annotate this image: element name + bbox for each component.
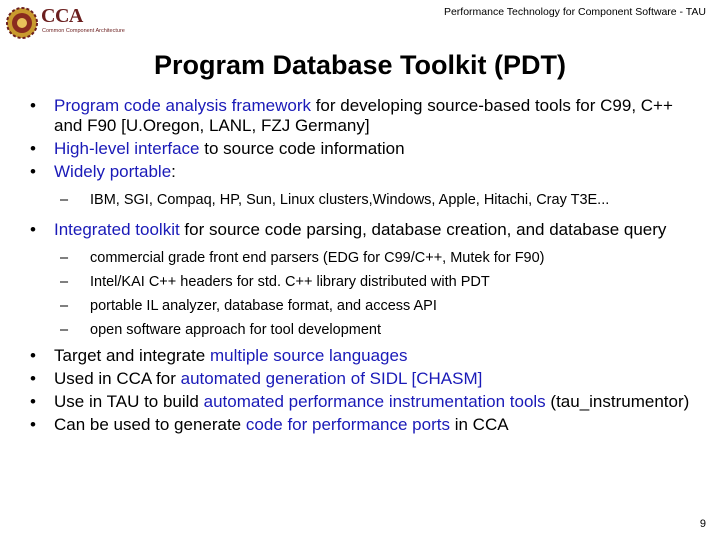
logo-subtitle: Common Component Architecture	[42, 28, 125, 34]
bullet-text-pre: Used in CCA for	[54, 369, 181, 388]
bullet-highlight: code for performance ports	[245, 415, 450, 434]
bullet-marker: •	[30, 415, 36, 434]
bullet-item	[30, 220, 700, 240]
bullet-highlight: Program code analysis framework	[54, 96, 311, 115]
bullet-item	[30, 415, 700, 435]
bullet-text-pre: Can be used to generate	[54, 415, 246, 434]
bullet-item	[30, 346, 700, 366]
dash-marker: –	[60, 322, 69, 338]
bullet-marker: •	[30, 346, 36, 365]
bullet-item	[30, 392, 700, 412]
bullet-marker: •	[30, 369, 36, 388]
slide-title: Program Database Toolkit (PDT)	[153, 50, 567, 80]
dash-marker: –	[60, 274, 69, 290]
sub-bullet-item	[30, 274, 700, 291]
bullet-highlight: automated performance instrumentation tools	[203, 392, 546, 411]
sub-bullet-text: Intel/KAI C++ headers for std. C++ library distributed with PDT	[90, 274, 490, 290]
sub-bullet-item	[30, 250, 700, 267]
bullet-item	[30, 162, 700, 182]
gear-logo-icon	[5, 6, 39, 40]
cca-logo	[5, 4, 145, 44]
page-number: 9	[699, 518, 706, 530]
bullet-highlight: multiple source languages	[209, 346, 408, 365]
bullet-item	[30, 369, 700, 389]
bullet-text-pre: Use in TAU to build	[54, 392, 204, 411]
bullet-item	[30, 139, 700, 159]
sub-bullet-text: commercial grade front end parsers (EDG for C99/C++, Mutek for F90)	[90, 250, 545, 266]
bullet-highlight: automated generation of SIDL [CHASM]	[180, 369, 483, 388]
bullet-text: for source code parsing, database creation, and database query	[179, 220, 667, 239]
slide-header: Performance Technology for Component Software - TAU	[443, 6, 706, 18]
bullet-text: for developing source-based tools for C99, C++ and F90 [U.Oregon, LANL, FZJ Germany]	[54, 96, 673, 135]
bullet-text-pre: Target and integrate	[54, 346, 210, 365]
bullet-text: :	[171, 162, 176, 181]
bullet-highlight: Widely portable	[54, 162, 172, 181]
bullet-highlight: High-level interface	[54, 139, 200, 158]
bullet-marker: •	[30, 220, 36, 239]
bullet-marker: •	[30, 392, 36, 411]
bullet-highlight: Integrated toolkit	[54, 220, 180, 239]
dash-marker: –	[60, 298, 69, 314]
bullet-text: (tau_instrumentor)	[545, 392, 690, 411]
sub-bullet-text: IBM, SGI, Compaq, HP, Sun, Linux clusters,Windows, Apple, Hitachi, Cray T3E...	[90, 192, 610, 208]
sub-bullet-text: portable IL analyzer, database format, and access API	[90, 298, 437, 314]
slide-content	[30, 96, 700, 438]
sub-bullet-item	[30, 192, 700, 209]
sub-bullet-item	[30, 298, 700, 315]
logo-text: CCA	[41, 5, 83, 27]
sub-bullet-item	[30, 322, 700, 339]
dash-marker: –	[60, 192, 69, 208]
bullet-marker: •	[30, 139, 36, 158]
bullet-item	[30, 96, 700, 136]
bullet-text: to source code information	[199, 139, 405, 158]
bullet-marker: •	[30, 96, 36, 115]
bullet-marker: •	[30, 162, 36, 181]
sub-bullet-text: open software approach for tool development	[90, 322, 381, 338]
dash-marker: –	[60, 250, 69, 266]
bullet-text: in CCA	[449, 415, 509, 434]
